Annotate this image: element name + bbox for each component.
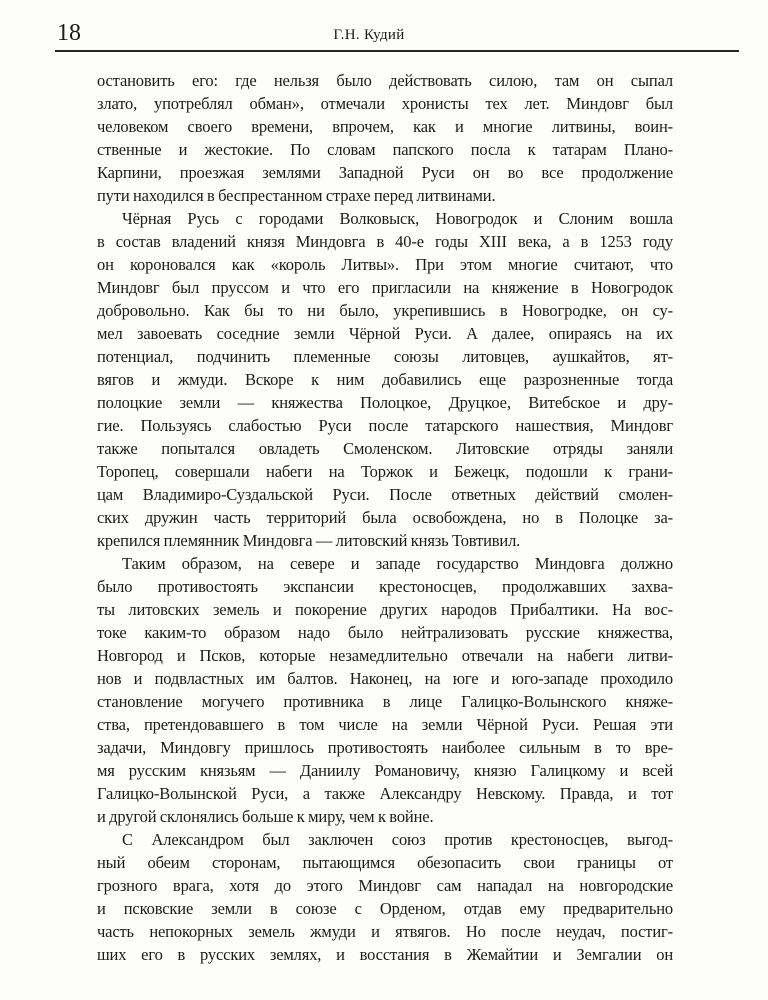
text-line: злато, употреблял обман», отмечали хронисты тех лет. Миндовг был	[97, 94, 673, 113]
text-line: становление могучего противника в лице Галицко-Волынского княже-	[97, 692, 673, 711]
text-line: потенциал, подчинить племенные союзы литовцев, аушкайтов, ят-	[97, 347, 673, 366]
text-line: полоцкие земли — княжества Полоцкое, Друцкое, Витебское и дру-	[97, 393, 673, 412]
text-line: остановить его: где нельзя было действовать силою, там он сыпал	[97, 71, 673, 90]
text-line: Миндовг был пруссом и что его пригласили на княжение в Новогродок	[97, 278, 673, 297]
header-rule	[55, 50, 739, 52]
text-line: и другой склонялись больше к миру, чем к войне.	[97, 807, 434, 826]
text-line: было противостоять экспансии крестоносцев, продолжавших захва-	[97, 577, 673, 596]
paragraph	[97, 69, 673, 207]
text-line: вягов и жмуди. Вскоре к ним добавились еще разрозненные тогда	[97, 370, 673, 389]
text-line: крепился племянник Миндовга — литовский князь Товтивил.	[97, 531, 521, 550]
page-body	[97, 69, 673, 966]
text-line: и псковские земли в союзе с Орденом, отдав ему предварительно	[97, 899, 673, 918]
text-line: ты литовских земель и покорение других народов Прибалтики. На вос-	[97, 600, 673, 619]
text-line: цам Владимиро-Суздальской Руси. После ответных действий смолен-	[97, 485, 673, 504]
text-line: ный обеим сторонам, пытающимся обезопасить свои границы от	[97, 853, 673, 872]
text-line: часть непокорных земель жмуди и ятвягов. Но после неудач, постиг-	[97, 922, 673, 941]
text-line: ских дружин часть территорий была освобождена, но в Полоцке за-	[97, 508, 673, 527]
page-header	[57, 20, 738, 48]
text-line: С Александром был заключен союз против крестоносцев, выгод-	[122, 830, 673, 849]
text-line: он короновался как «король Литвы». При этом многие считают, что	[97, 255, 673, 274]
text-line: гие. Пользуясь слабостью Руси после татарского нашествия, Миндовг	[97, 416, 673, 435]
page-number: 18	[57, 20, 81, 46]
text-line: человеком своего времени, впрочем, как и многие литвины, воин-	[97, 117, 673, 136]
text-line: в состав владений князя Миндовга в 40-е годы XIII века, а в 1253 году	[97, 232, 673, 251]
text-line: также попытался овладеть Смоленском. Литовские отряды заняли	[97, 439, 673, 458]
paragraph	[97, 828, 673, 966]
text-line: мя русским князьям — Даниилу Романовичу, князю Галицкому и всей	[97, 761, 673, 780]
text-line: ших его в русских землях, и восстания в Жемайтии и Земгалии он	[97, 945, 673, 964]
text-line: токе каким-то образом надо было нейтрализовать русские княжества,	[97, 623, 673, 642]
text-line: нов и подвластных им балтов. Наконец, на юге и юго-западе проходило	[97, 669, 673, 688]
text-line: ственные и жестокие. По словам папского посла к татарам Плано-	[97, 140, 673, 159]
text-line: задачи, Миндовгу пришлось противостоять наиболее сильным в то вре-	[97, 738, 673, 757]
text-line: пути находился в беспрестанном страхе перед литвинами.	[97, 186, 496, 205]
text-line: Карпини, проезжая землями Западной Руси он во все продолжение	[97, 163, 673, 182]
text-line: Чёрная Русь с городами Волковыск, Новогродок и Слоним вошла	[122, 209, 673, 228]
text-line: Новгород и Псков, которые незамедлительно отвечали на набеги литви-	[97, 646, 673, 665]
text-line: добровольно. Как бы то ни было, укрепившись в Новогродке, он су-	[97, 301, 673, 320]
text-line: Галицко-Волынской Руси, а также Александру Невскому. Правда, и тот	[97, 784, 673, 803]
text-line: ства, претендовавшего в том числе на земли Чёрной Руси. Решая эти	[97, 715, 673, 734]
text-line: грозного врага, хотя до этого Миндовг сам нападал на новгородские	[97, 876, 673, 895]
text-line: Таким образом, на севере и западе государство Миндовга должно	[122, 554, 673, 573]
paragraph	[97, 207, 673, 552]
text-line: мел завоевать соседние земли Чёрной Руси. А далее, опираясь на их	[97, 324, 673, 343]
paragraph	[97, 552, 673, 828]
running-head: Г.Н. Кудий	[333, 27, 405, 43]
text-line: Торопец, совершали набеги на Торжок и Бежецк, подошли к грани-	[97, 462, 673, 481]
